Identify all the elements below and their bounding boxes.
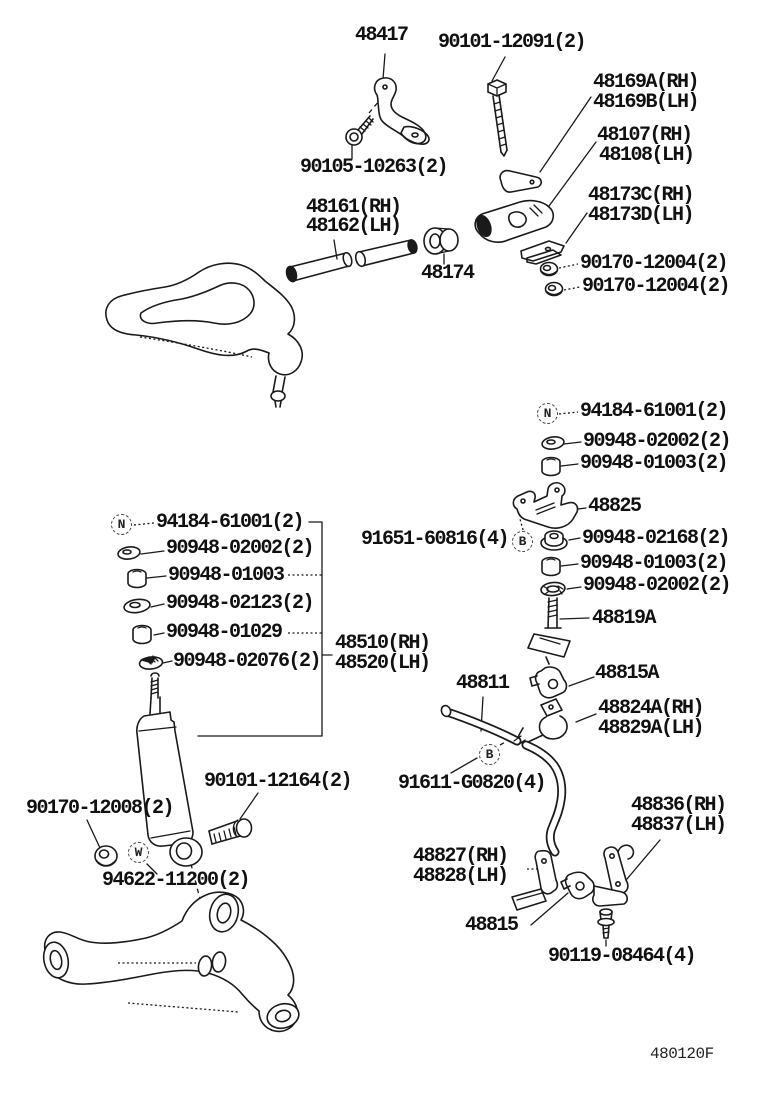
label-48169b: 48169B(LH) — [593, 91, 699, 114]
label-48161: 48161(RH) — [306, 196, 401, 219]
label-90948-01003-l: 90948-01003 — [168, 564, 284, 587]
bushing-90948-01003-r1-icon — [542, 458, 560, 476]
label-90170-12004-b: 90170-12004(2) — [582, 275, 730, 298]
washer-90948-02002-r2-icon — [540, 581, 565, 596]
bushing-90948-01029-icon — [133, 626, 151, 644]
callout-b-upper: B — [512, 531, 533, 552]
label-90948-01003-r1: 90948-01003(2) — [580, 452, 728, 475]
nut-90170-12004-a-drawing — [541, 263, 558, 276]
label-90170-12004-a: 90170-12004(2) — [580, 252, 728, 275]
label-91611-g0820: 91611-G0820(4) — [398, 772, 546, 795]
label-48174: 48174 — [421, 262, 474, 285]
label-48107: 48107(RH) — [597, 124, 692, 147]
label-48169a: 48169A(RH) — [593, 71, 699, 94]
label-48173d: 48173D(LH) — [588, 204, 694, 227]
nut-90170-12004-b-drawing — [546, 283, 563, 296]
bracket-48836-drawing — [593, 845, 634, 906]
label-90948-02002-l: 90948-02002(2) — [166, 537, 314, 560]
callout-w: W — [128, 842, 149, 863]
bracket-48825-drawing — [513, 483, 577, 528]
label-90105-10263: 90105-10263(2) — [300, 156, 448, 179]
label-48827: 48827(RH) — [413, 845, 508, 868]
label-94184-61001-left: 94184-61001(2) — [156, 511, 304, 534]
bushing-90948-01003-left-icon — [128, 570, 146, 588]
callout-n-right: N — [537, 403, 558, 424]
washer-90948-02123-icon — [123, 598, 151, 614]
label-90119-08464: 90119-08464(4) — [548, 945, 696, 968]
bolt-90101-12091-drawing — [488, 80, 507, 156]
label-48824a: 48824A(RH) — [598, 697, 704, 720]
label-48162: 48162(LH) — [306, 215, 401, 238]
callout-n-left: N — [111, 514, 132, 535]
nut-90948-02168-icon — [541, 531, 567, 550]
upper-control-arm-drawing — [106, 263, 302, 407]
label-90101-12164: 90101-12164(2) — [204, 770, 352, 793]
label-48825: 48825 — [588, 495, 641, 518]
label-91651-60816: 91651-60816(4) — [361, 528, 509, 551]
bolt-90101-12164-drawing — [209, 819, 252, 844]
label-48815a: 48815A — [595, 662, 659, 685]
label-90948-01029: 90948-01029 — [166, 621, 282, 644]
label-90948-02002-r2: 90948-02002(2) — [583, 574, 731, 597]
bushing-90948-01003-r2-icon — [542, 558, 560, 576]
label-48510: 48510(RH) — [335, 632, 430, 655]
label-48836: 48836(RH) — [631, 794, 726, 817]
label-48815: 48815 — [465, 914, 518, 937]
drawing-number: 480120F — [650, 1045, 714, 1063]
shim-48169-drawing — [500, 171, 541, 193]
bracket-48417-drawing — [375, 78, 429, 144]
label-48819a: 48819A — [592, 607, 656, 630]
nut-90170-12008-drawing — [95, 846, 117, 866]
washer-90948-02076-icon — [139, 656, 163, 670]
label-48837: 48837(LH) — [631, 814, 726, 837]
label-90948-02002-r1: 90948-02002(2) — [583, 430, 731, 453]
washer-90948-02002-r1-icon — [541, 436, 564, 451]
cam-plate-48173-drawing — [521, 241, 564, 264]
lower-control-arm-drawing — [41, 891, 302, 1031]
label-48828: 48828(LH) — [413, 865, 508, 888]
label-90948-02123: 90948-02123(2) — [166, 592, 314, 615]
label-48108: 48108(LH) — [599, 144, 694, 167]
label-48829a: 48829A(LH) — [598, 717, 704, 740]
callout-b-lower: B — [479, 744, 500, 765]
bushing-48174-drawing — [424, 228, 458, 254]
clamp-48815a-drawing — [530, 667, 566, 698]
bolt-90119-08464-drawing — [598, 909, 614, 938]
bracket-48824a-drawing — [519, 699, 567, 743]
shock-absorber-48510-drawing — [137, 673, 202, 866]
label-90948-02168: 90948-02168(2) — [582, 527, 730, 550]
label-90170-12008: 90170-12008(2) — [26, 797, 174, 820]
label-90101-12091: 90101-12091(2) — [438, 31, 586, 54]
bolt-90105-drawing — [346, 116, 373, 145]
upper-arm-48107-drawing — [474, 201, 553, 243]
shaft-48161-drawing — [285, 239, 419, 283]
label-48520: 48520(LH) — [335, 652, 430, 675]
label-90948-01003-r2: 90948-01003(2) — [580, 552, 728, 575]
label-94184-61001-right: 94184-61001(2) — [580, 400, 728, 423]
label-48173c: 48173C(RH) — [588, 184, 694, 207]
stud-48819a-drawing — [528, 598, 570, 664]
label-48811: 48811 — [456, 672, 509, 695]
label-48417: 48417 — [355, 24, 408, 47]
bracket-48827-drawing — [512, 851, 557, 910]
washer-90948-02002-left-icon — [117, 546, 140, 561]
label-94622-11200: 94622-11200(2) — [102, 869, 250, 892]
label-90948-02076: 90948-02076(2) — [173, 650, 321, 673]
